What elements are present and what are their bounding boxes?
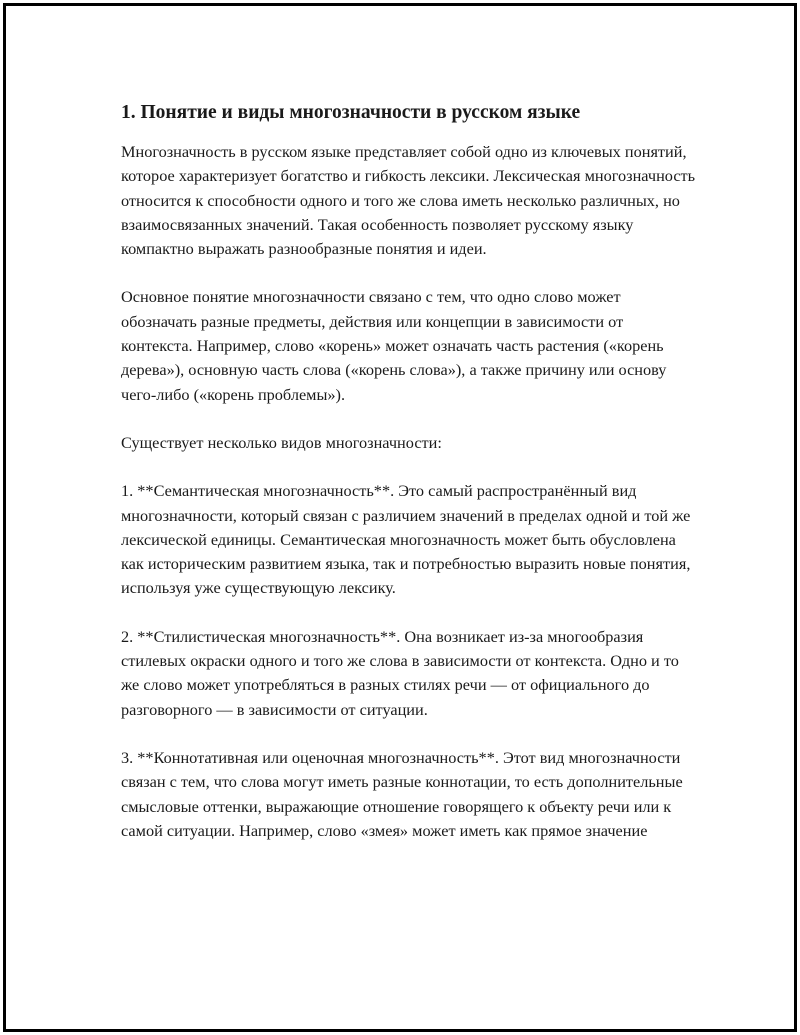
paragraph-stylistic: 2. **Стилистическая многозначность**. Она возникает из-за многообразия стилевых окраски одного и того же слова в зависимости от контекста. Одно и то же слово может употребляться в разных стилях речи — от официального до разговорного — в зависимости от ситуации. bbox=[121, 626, 679, 719]
page-frame bbox=[3, 3, 797, 1032]
paragraph-intro: Многозначность в русском языке представляет собой одно из ключевых понятий, которое характеризует богатство и гибкость лексики. Лексическая многозначность относится к способности одного и того же слова иметь несколько различных, но взаимосвязанных значений. Такая особенность позволяет русскому языку компактно выражать разнообразные понятия и идеи. bbox=[121, 142, 696, 259]
document-body bbox=[121, 100, 696, 867]
paragraph-types-intro: Существует несколько видов многозначности: bbox=[121, 432, 442, 452]
paragraph-semantic: 1. **Семантическая многозначность**. Это самый распространённый вид многозначности, который связан с различием значений в пределах одной и той же лексической единицы. Семантическая многозначность может быть обусловлена как историческим развитием языка, так и потребностью выразить новые понятия, используя уже существующую лексику. bbox=[121, 481, 691, 598]
section-title: 1. Понятие и виды многозначности в русском языке bbox=[121, 102, 581, 123]
paragraph-main-concept: Основное понятие многозначности связано с тем, что одно слово может обозначать разные предметы, действия или концепции в зависимости от контекста. Например, слово «корень» может означать часть растения («корень дерева»), основную часть слова («корень слова»), а также причину или основу чего-либо («корень проблемы»). bbox=[121, 287, 667, 404]
paragraph-connotative: 3. **Коннотативная или оценочная многозначность**. Этот вид многозначности связан с тем, что слова могут иметь разные коннотации, то есть дополнительные смысловые оттенки, выражающие отношение говорящего к объекту речи или к самой ситуации. Например, слово «змея» может иметь как прямое значение bbox=[121, 747, 683, 840]
